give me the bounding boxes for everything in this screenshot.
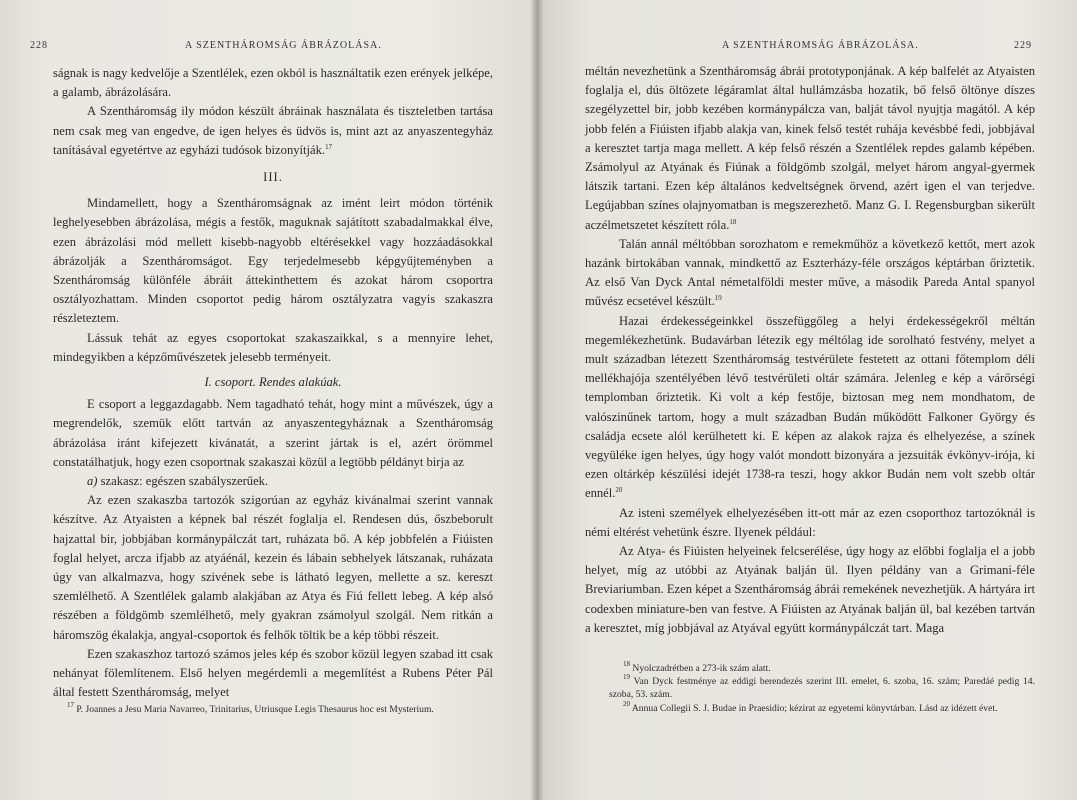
footnote-mark: 18	[623, 660, 630, 668]
running-title: A SZENTHÁROMSÁG ÁBRÁZOLÁSA.	[185, 40, 382, 51]
left-page-body	[53, 64, 493, 703]
paragraph-text: E csoport a leggazdagabb. Nem tagadható tehát, hogy mint a művészek, úgy a megrendelők, szemük előtt tartván az anyaszentegyháznak a Szentháromság ábrázolása iránt kifejezett kivánatát, a szerint jártak is el, azért örömmel constatálhatjuk, hogy ezen csoportnak szakaszai közül a legtöbb példányt birja az	[53, 397, 493, 469]
left-page	[0, 0, 537, 800]
footnote-mark: 20	[623, 699, 630, 708]
paragraph	[53, 329, 493, 367]
paragraph-text: Az isteni személyek elhelyezésében itt-ott már az ezen csoporthoz tartozóknál is némi eltérést vehetünk észre. Ilyenek például:	[585, 505, 1035, 539]
paragraph	[585, 542, 1035, 638]
paragraph	[585, 62, 1035, 235]
footnote-reference: 17	[325, 142, 333, 151]
paragraph-text: ságnak is nagy kedvelője a Szentlélek, ezen okból is használtatik ezen erények jelképe, a galamb, ábrázolására.	[53, 66, 493, 100]
subsection-heading	[53, 472, 493, 491]
footnote	[53, 703, 493, 716]
footnote-mark: 19	[623, 673, 630, 682]
paragraph	[585, 312, 1035, 504]
paragraph-text: Talán annál méltóbban sorozhatom e remekműhöz a következő kettőt, mert azok hazánk birtokában vannak, mindkettő az Eszterházy-féle országos képtárban őriztetik. Az első Van Dyck Antal németalföldi mester műve, a második Pareda Antal spanyol művész ecsetével készült.	[585, 236, 1035, 309]
footnote	[609, 675, 1035, 701]
page-number: 228	[30, 40, 48, 51]
footnote-reference: 19	[714, 294, 722, 303]
paragraph	[53, 645, 493, 703]
paragraph-text: Az ezen szakaszba tartozók szigorúan az egyház kivánalmai szerint vannak készítve. Az Atyaisten a képnek bal részét foglalja el. Rendesen dús, őszbeborult hajzattal bir, jobbjában kormánypálczát tart, ruházata bő. A kép jobbfelén a Fiúisten foglal helyet, arcza ifjabb az atyáénál, kezein és lábain sebhelyek látszanak, ruházata úgy van alkalmazva, hogy szivének sebe is látható legyen, mellette a sz. kereszt szemlélhető. A Szentlélek galamb alakjában az Atya és Fiú fellett lebeg. A kép alsó részében a földgömb szemlélhető, mely gyakran zsámolyul szolgál. Nem ritkán a háromszög ékalakja, angyal-csoportok és felhők töltik be a kép többi részeit.	[53, 493, 493, 642]
paragraph	[585, 235, 1035, 312]
footnote	[609, 699, 1035, 715]
paragraph	[53, 64, 493, 102]
footnote-text: Van Dyck festménye az eddigi berendezés szerint III. emelet, 6. szoba, 16. szám; Paredáé pedig 14. szoba, 53. szám.	[609, 676, 1035, 701]
footnote-text: Nyolczadrétben a 273-ik szám alatt.	[632, 663, 771, 674]
footnote	[609, 662, 1035, 675]
footnote-reference: 18	[729, 217, 737, 226]
paragraph-text: Ezen szakaszhoz tartozó számos jeles kép és szobor közül legyen szabad itt csak nehányat fölemlítenem. Első helyen megérdemli a megemlítést a Rubens Péter Pál által festett Szentháromság, melyet	[53, 646, 493, 700]
running-title: A SZENTHÁROMSÁG ÁBRÁZOLÁSA.	[722, 40, 919, 51]
paragraph	[53, 491, 493, 645]
footnote-mark: 17	[67, 701, 74, 709]
page-number: 229	[1014, 40, 1032, 51]
paragraph-text: Hazai érdekességeinkkel összefüggőleg a helyi érdekességekről méltán megemlékezhetünk. Budavárban létezik egy méltólag ide sorolható festvény, melyet a mult században létezett Szentháromság testvérülete festetett az ottani főtemplom déli mellékhajója szentélyében lévő testvérületi oltár számára. Jelenleg e kép a várőrségi templomban őriztetik. Ki volt a kép festője, biztosan meg nem mondhatom, de valószinűnek tartom, hogy a mult században Budán működött Falkoner György és családja ecsete alól kerülhetett ki. E képen az alakok rajza és elhelyezése, a színek vegyüléke igen helyes, úgy hogy valót mondott bizonyára a jezsuiták évkönyv-irója, ki ezen oltárkép készülési idejét 1738-ra teszi, hogy akkor Budán nem volt szebb oltár ennél.	[585, 313, 1035, 501]
footnotes	[53, 703, 493, 716]
paragraph	[53, 102, 493, 160]
footnote-reference: 20	[615, 486, 623, 495]
paragraph	[53, 395, 493, 472]
paragraph	[53, 194, 493, 328]
right-page	[537, 0, 1077, 800]
footnote-text: P. Joannes a Jesu Maria Navarreo, Trinitarius, Utriusque Legis Thesaurus hoc est Mysterium.	[76, 704, 434, 715]
paragraph-text: Az Atya- és Fiúisten helyeinek felcserélése, úgy hogy az előbbi foglalja el a jobb helyet, míg az utóbbi az Atyának balján ül. Ilyen példány van a Grimani-féle Breviariumban. Ezen képet a Szentháromság ábrái remekének nevezhetjük. A hártyára irt codexben miniature-ben van festve. A Fiúisten az Atyának balján ül, bal kezében tartván a keresztet, míg jobbjával az Atyával együtt kormánypálczát tart. Maga	[585, 544, 1035, 635]
paragraph-text: Lássuk tehát az egyes csoportokat szakaszaikkal, s a mennyire lehet, mindegyikben a képzőművészetek jelesebb terményeit.	[53, 330, 493, 364]
group-heading: I. csoport. Rendes alakúak.	[204, 375, 342, 390]
subsection-letter: a)	[87, 474, 98, 489]
book-gutter	[530, 0, 544, 800]
paragraph-text: A Szentháromság ily módon készült ábráinak használata és tiszteletben tartása nem csak meg van engedve, de igen helyes és üdvös is, mint azt az anyaszentegyház tanításával egyetértve az egyházi tudósok bizonyítják.	[53, 104, 493, 157]
section-heading: III.	[263, 170, 283, 185]
subsection-text: szakasz: egészen szabályszerűek.	[100, 474, 269, 489]
footnotes	[609, 662, 1035, 715]
right-page-body	[585, 62, 1035, 638]
paragraph-text: Mindamellett, hogy a Szentháromságnak az imént leirt módon történik leghelyesebben ábrázolása, mégis a festők, maguknak sajátított szabadalmakkal élve, ezen ábrázolási mód mellett kisebb-nagyobb eltérésekkel vagy hozzáadásokkal ábrázolják a Szentháromságot. Egy terjedelmesebb képgyűjteményben a Szentháromság különféle ábráit áttekinthettem és azokat három csoportra osztályozhattam. Minden csoportot pedig három osztályzatra vagyis szakaszra részleteztem.	[53, 196, 493, 326]
footnote-text: Annua Collegii S. J. Budae in Praesidio; kézirat az egyetemi könyvtárban. Lásd az idézett évet.	[631, 702, 998, 714]
paragraph-text: méltán nevezhetünk a Szentháromság ábrái prototyponjának. A kép balfelét az Atyaisten foglalja el, dús öltözete légáramlat által hullámzásba hozatik, bő felső öltönye díszes szegélyzettel bir, jobb kezében kormánypálcza van, balját távol nyujtja magától. A kép jobb felén a Fiúisten ifjabb alakja van, kinek felső testét ruhája kevésbbé fedi, jobbjával a keresztet tartja maga mellett. A kép felső részén a Szentlélek repdes galamb képében. Zsámolyul az Atyának és Fiúnak a földgömb szolgál, melyet három angyal-gyermek látszik tartani. Ezen kép általános kedveltségnek örvend, azért igen el van terjedve. Legújabban színes olajnyomatban is megszerezhető. Manz G. I. Regensburgban sikerült aczélmetszetet készített róla.	[585, 64, 1035, 232]
paragraph	[585, 504, 1035, 542]
